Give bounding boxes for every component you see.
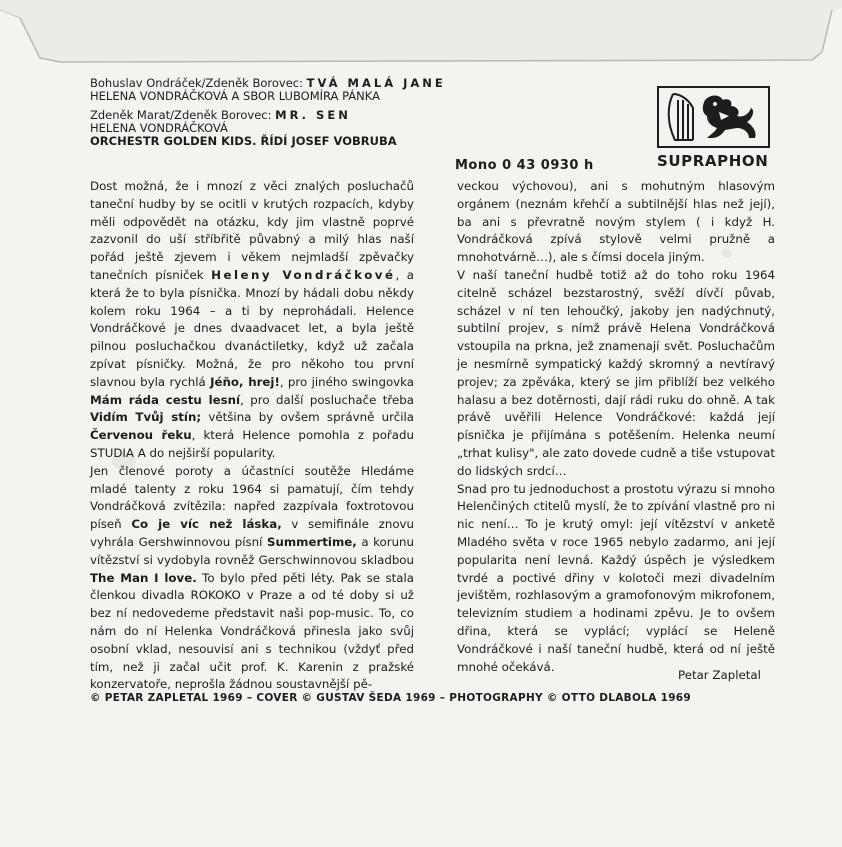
copyright-line: © PETAR ZAPLETAL 1969 – COVER © GUSTAV ŠEDA 1969 – PHOTOGRAPHY © OTTO DLABOLA 1969 (90, 692, 692, 704)
song-title: Co je víc než láska, (131, 517, 282, 532)
song-title: The Man I love. (90, 570, 197, 585)
liner-paragraph: veckou výchovou), ani s mohutným hlasovým orgánem (neznám křehčí a subtilnější hlas než její), ba ani s převratně novým stylem ( i když H. Vondráčková zpívá stylově velmi pružně a mnohotvárně…), ale s čímsi docela jiným. (457, 179, 775, 265)
catalog-number: Mono 0 43 0930 h (455, 158, 594, 173)
harp-lion-icon (657, 86, 770, 148)
track2-orchestra: ORCHESTR GOLDEN KIDS. ŘÍDÍ JOSEF VOBRUBA (90, 134, 397, 148)
artist-name: Heleny Vondráčkové (211, 267, 396, 282)
track2-performer: HELENA VONDRÁČKOVÁ (90, 121, 228, 135)
liner-notes-right-column (457, 178, 775, 676)
track1-performers: HELENA VONDRÁČKOVÁ A SBOR LUBOMÍRA PÁNKA (90, 89, 380, 103)
song-title: Summertime, (267, 534, 357, 549)
sleeve-flap (0, 0, 842, 72)
track1-authors: Bohuslav Ondráček/Zdeněk Borovec: (90, 76, 303, 90)
track1-title: TVÁ MALÁ JANE (306, 76, 446, 90)
song-title: Červenou řeku (90, 428, 192, 443)
track2-title: MR. SEN (275, 108, 351, 122)
liner-notes-left-column (90, 178, 414, 694)
liner-paragraph: V naší taneční hudbě totiž až do toho roku 1964 citelně scházel bezstarostný, svěží dívčí půvab, scházel v ní ten lehoučký, jakoby jen nadýchnutý, subtilní projev, s nímž právě Helena Vondráčková vstoupila na prkna, jež znamenají svět. Posluchačům je nesmírně sympatický každý skromný a nevtíravý projev; za zpěváka, který se jim přiblíží bez velkého halasu a bez dotěrnosti, dají rádi ruku do ohně. A tak právě uvěřili Helence Vondráčkové: každá její písnička je přijímána s potěšením. Helenka neumí „trhat kulisy", ale zato dovede cudně a tiše vstupovat do lidských srdcí… (457, 267, 775, 478)
song-title: Jéňo, hrej! (210, 374, 280, 389)
liner-paragraph: Jen členové poroty a účastníci soutěže Hledáme mladé talenty z roku 1964 si pamatují, čím tehdy Vondráčková zvítězila: napřed zazpívala foxtrotovou píseň Co je víc než láska, v semifinále znovu vyhrála Gershwinnovou písní Summertime, a korunu vítězství si vydobyla rovněž Gerschwinnovou skladbou The Man I love. To bylo před pěti léty. Pak se stala členkou divadla ROKOKO v Praze a od té doby si už bez ní nedovedeme představit naši pop-music. To, co nám do ní Helenka Vondráčková přinesla jako svůj osobní vklad, nesouvisí ani s technikou (vždyť před tím, než ji začal učit prof. K. Karenin z pražské konzervatoře, neprošla žádnou soustavnější pě- (90, 463, 415, 692)
song-title: Mám ráda cestu lesní (90, 392, 241, 407)
track-credits (90, 77, 446, 148)
author-signature: Petar Zapletal (678, 668, 761, 682)
liner-paragraph: Dost možná, že i mnozí z věci znalých posluchačů taneční hudby by se ocitli v krutých rozpacích, kdyby měli odpovědět na otázku, kdy jim vlastně poprvé zazvonil do uší stříbřitě půvabný a milý hlas naší pořád ještě zjevem i věkem nejmladší zpěvačky tanečních písniček Heleny Vondráčkové, a která že to byla písnička. Mnozí by hádali dobu někdy kolem roku 1964 – a ti by neprohádali. Helence Vondráčkové je dnes dvaadvacet let, a byla ještě pilnou posluchačkou dvanáctiletky, když už začala zpívat písničky. Možná, že pro někoho tou první slavnou byla rychlá Jéňo, hrej!, pro jiného swingovka Mám ráda cestu lesní, pro další posluchače třeba Vidím Tvůj stín; většina by ovšem správně určila Červenou řeku, která Helence pomohla z pořadu STUDIA A do nejširší popularity. (90, 179, 415, 460)
liner-paragraph: Snad pro tu jednoduchost a prostotu výrazu si mnoho Helenčiných ctitelů myslí, že to zpívání vlastně pro ni nic není… To je krutý omyl: její vítězství v anketě Mladého světa v roce 1965 nebylo zadarmo, ani její popularita není levná. Každý úspěch je výsledkem tvrdé a poctivé dřiny v kolotoči mezi divadelním jevištěm, rozhlasovým a gramofonovým mikrofonem, televizním studiem a hodinami zpěvu. Je to ovšem dřina, která se vyplácí; vyplácí se Heleně Vondráčkové i naší taneční hudbě, která od ní ještě mnohé očekává. (457, 481, 775, 674)
track2-authors: Zdeněk Marat/Zdeněk Borovec: (90, 108, 272, 122)
song-title: Vidím Tvůj stín; (90, 410, 202, 425)
label-brand: SUPRAPHON (657, 152, 769, 170)
